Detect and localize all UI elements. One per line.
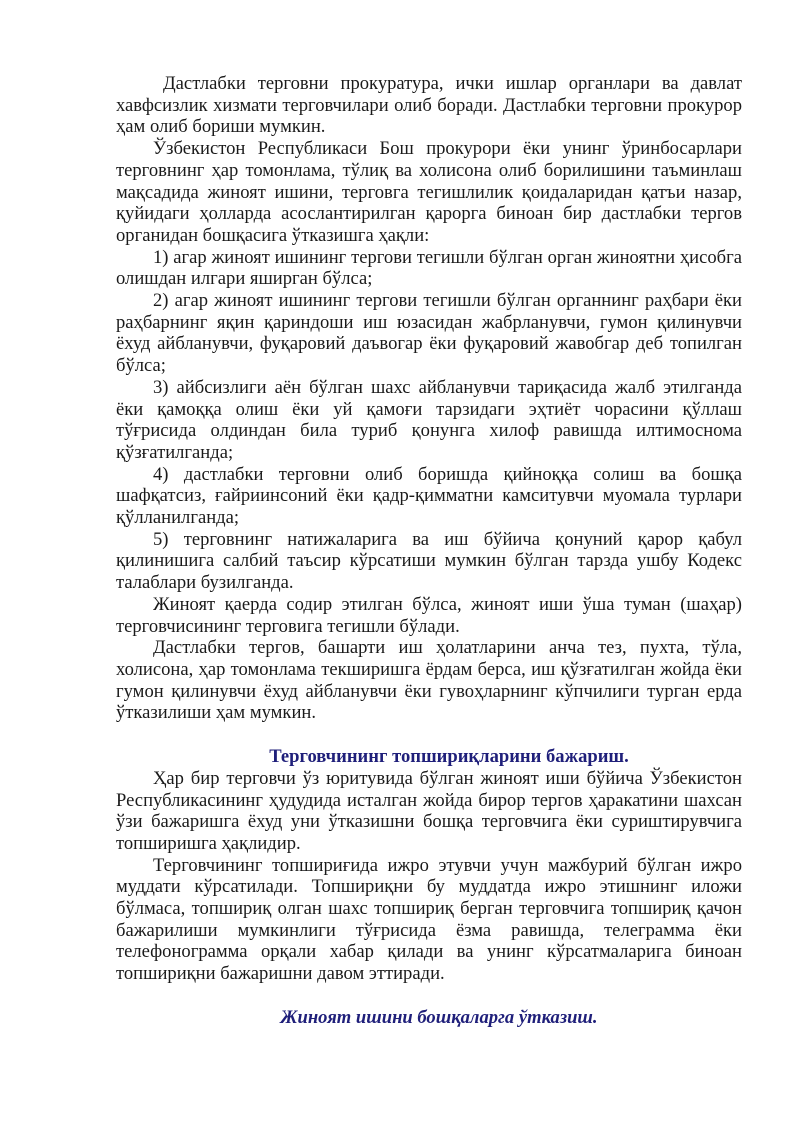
paragraph-investigator-rights: Ҳар бир терговчи ўз юритувида бўлган жиноят иши бўйича Ўзбекистон Республикасининг ҳудудида исталган жойда бирор тергов ҳаракатини шахсан ўзи бажаришга ёхуд уни ўтказишни бошқа терговчига ёки суриштирувчига топширишга ҳақлидир. [116, 767, 742, 854]
paragraph-prosecutor-transfer-right: Ўзбекистон Республикаси Бош прокурори ёки унинг ўринбосарлари терговнинг ҳар томонлама, тўлиқ ва холисона олиб борилишини таъминлаш мақсадида жиноят ишини, терговга тегишлилик қоидаларидан қатъи назар, қуйидаги ҳолларда асослантирилган қарорга биноан бир дастлабки тергов органидан бошқасига ўтказишга ҳақли: [116, 138, 742, 246]
paragraph-investigation-place: Дастлабки тергов, башарти иш ҳолатларини анча тез, пухта, тўла, холисона, ҳар томонлама текширишга ёрдам берса, иш қўзғатилган жойда ёки гумон қилинувчи ёхуд айбланувчи ёки гувоҳларнинг кўпчилиги турган ерда ўтказилиши ҳам мумкин. [116, 637, 742, 724]
document-body [116, 73, 742, 1029]
section-heading-investigator-tasks: Терговчининг топшириқларини бажариш. [269, 746, 629, 768]
paragraph-investigation-bodies: Дастлабки терговни прокуратура, ички ишлар органлари ва давлат хавфсизлик хизмати терговчилари олиб боради. Дастлабки терговни прокурор ҳам олиб бориши мумкин. [116, 73, 742, 138]
section-heading-case-transfer: Жиноят ишини бошқаларга ўтказиш. [280, 1006, 598, 1028]
list-item-4: 4) дастлабки терговни олиб боришда қийноққа солиш ва бошқа шафқатсиз, ғайриинсоний ёки қадр-қимматни камситувчи муомала турлари қўлланилганда; [116, 463, 742, 529]
paragraph-task-deadline: Терговчининг топшириғида ижро этувчи учун мажбурий бўлган ижро муддати кўрсатилади. Топшириқни бу муддатда ижро этишнинг иложи бўлмаса, топшириқ олган шахс топшириқ берган терговчига топшириқ қачон бажарилиши мумкинлиги тўғрисида ёзма равишда, телеграмма ёки телефонограмма орқали хабар қилади ва унинг кўрсатмаларига биноан топшириқни бажаришни давом эттиради. [116, 854, 742, 985]
list-item-1: 1) агар жиноят ишининг тергови тегишли бўлган орган жиноятни ҳисобга олишдан илгари яширган бўлса; [116, 246, 742, 290]
list-item-5: 5) терговнинг натижаларига ва иш бўйича қонуний қарор қабул қилинишига салбий таъсир кўрсатиши мумкин бўлган тарзда ушбу Кодекс талаблари бузилганда. [116, 528, 742, 594]
list-item-3: 3) айбсизлиги аён бўлган шахс айбланувчи тариқасида жалб этилганда ёки қамоққа олиш ёки уй қамоғи тарзидаги эҳтиёт чорасини қўллаш тўғрисида олдиндан била туриб қонунга хилоф равишда илтимоснома қўзғатилганда; [116, 376, 742, 463]
list-item-2: 2) агар жиноят ишининг тергови тегишли бўлган органнинг раҳбари ёки раҳбарнинг яқин қариндоши иш юзасидан жабрланувчи, гумон қилинувчи ёхуд айбланувчи, фуқаровий даъвогар ёки фуқаровий жавобгар деб топилган бўлса; [116, 290, 742, 377]
paragraph-crime-location: Жиноят қаерда содир этилган бўлса, жиноят иши ўша туман (шаҳар) терговчисининг терговига тегишли бўлади. [116, 593, 742, 637]
